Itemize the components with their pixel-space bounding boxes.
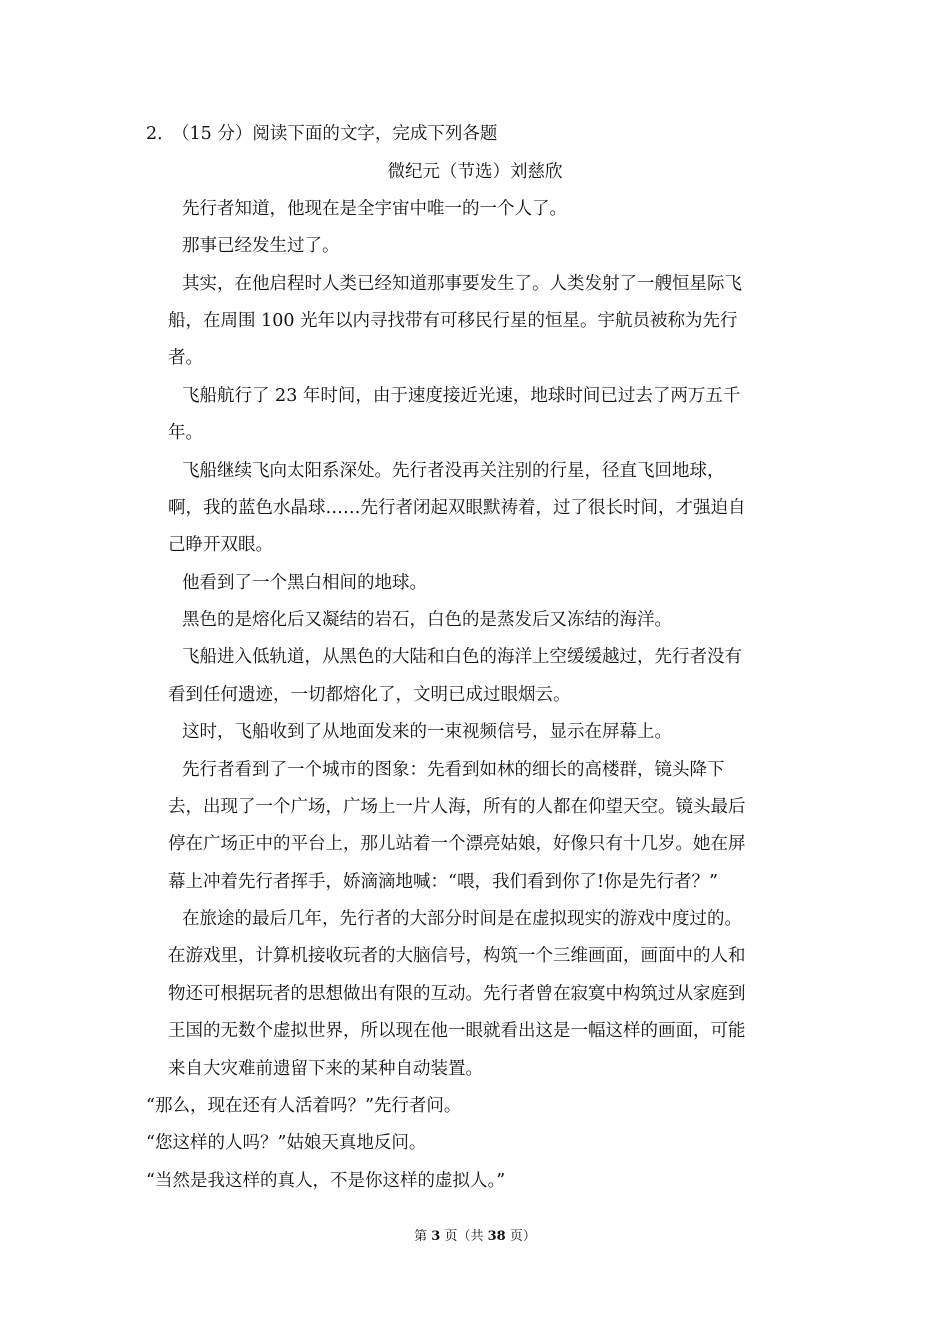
body-line: 其实，在他启程时人类已经知道那事要发生了。人类发射了一艘恒星际飞 [182,274,742,294]
body-line: 飞船航行了 23 年时间，由于速度接近光速，地球时间已过去了两万五千 [182,386,741,406]
body-line: 去，出现了一个广场，广场上一片人海，所有的人都在仰望天空。镜头最后 [168,797,746,817]
body-line: 停在广场正中的平台上，那儿站着一个漂亮姑娘，好像只有十几岁。她在屏 [168,834,746,854]
body-line: “您这样的人吗？”姑娘天真地反问。 [146,1133,427,1153]
footer-post: 页） [505,1229,536,1244]
question-number: 2． [146,124,175,144]
body-line: 者。 [168,348,203,368]
body-line: 物还可根据玩者的思想做出有限的互动。先行者曾在寂寞中构筑过从家庭到 [168,984,746,1004]
body-line: 王国的无数个虚拟世界，所以现在他一眼就看出这是一幅这样的画面，可能 [168,1021,746,1041]
footer-pre: 第 [414,1229,432,1244]
body-line: 黑色的是熔化后又凝结的岩石，白色的是蒸发后又冻结的海洋。 [182,610,672,630]
footer-page-number: 3 [431,1229,441,1244]
body-line: 幕上冲着先行者挥手，娇滴滴地喊：“喂，我们看到你了!你是先行者？” [168,872,718,892]
body-line: 飞船进入低轨道，从黑色的大陆和白色的海洋上空缓缓越过，先行者没有 [182,647,742,667]
page-footer [0,1228,950,1246]
body-line: 看到任何遗迹，一切都熔化了，文明已成过眼烟云。 [168,685,571,705]
body-line: 己睁开双眼。 [168,535,273,555]
body-line: 他看到了一个黑白相间的地球。 [182,573,427,593]
body-line: 在旅途的最后几年，先行者的大部分时间是在虚拟现实的游戏中度过的。 [182,909,742,929]
body-line: “当然是我这样的真人，不是你这样的虚拟人。” [146,1171,506,1191]
footer-mid: 页（共 [440,1229,488,1244]
question-intro: （15 分）阅读下面的文字，完成下列各题 [172,124,498,144]
body-line: 年。 [168,423,203,443]
body-line: 船，在周围 100 光年以内寻找带有可移民行星的恒星。宇航员被称为先行 [168,311,738,331]
body-line: 先行者看到了一个城市的图象：先看到如林的细长的高楼群，镜头降下 [182,760,725,780]
body-line: 啊，我的蓝色水晶球……先行者闭起双眼默祷着，过了很长时间，才强迫自 [168,498,746,518]
body-line: 那事已经发生过了。 [182,236,340,256]
body-line: 这时，飞船收到了从地面发来的一束视频信号，显示在屏幕上。 [182,722,672,742]
article-title: 微纪元（节选）刘慈欣 [387,162,563,182]
body-line: 来自大灾难前遗留下来的某种自动装置。 [168,1059,483,1079]
footer-total-pages: 38 [487,1229,506,1244]
body-line: 飞船继续飞向太阳系深处。先行者没再关注别的行星，径直飞回地球， [182,461,725,481]
body-line: “那么，现在还有人活着吗？”先行者问。 [146,1096,462,1116]
body-line: 在游戏里，计算机接收玩者的大脑信号，构筑一个三维画面，画面中的人和 [168,946,746,966]
body-line: 先行者知道，他现在是全宇宙中唯一的一个人了。 [182,199,567,219]
